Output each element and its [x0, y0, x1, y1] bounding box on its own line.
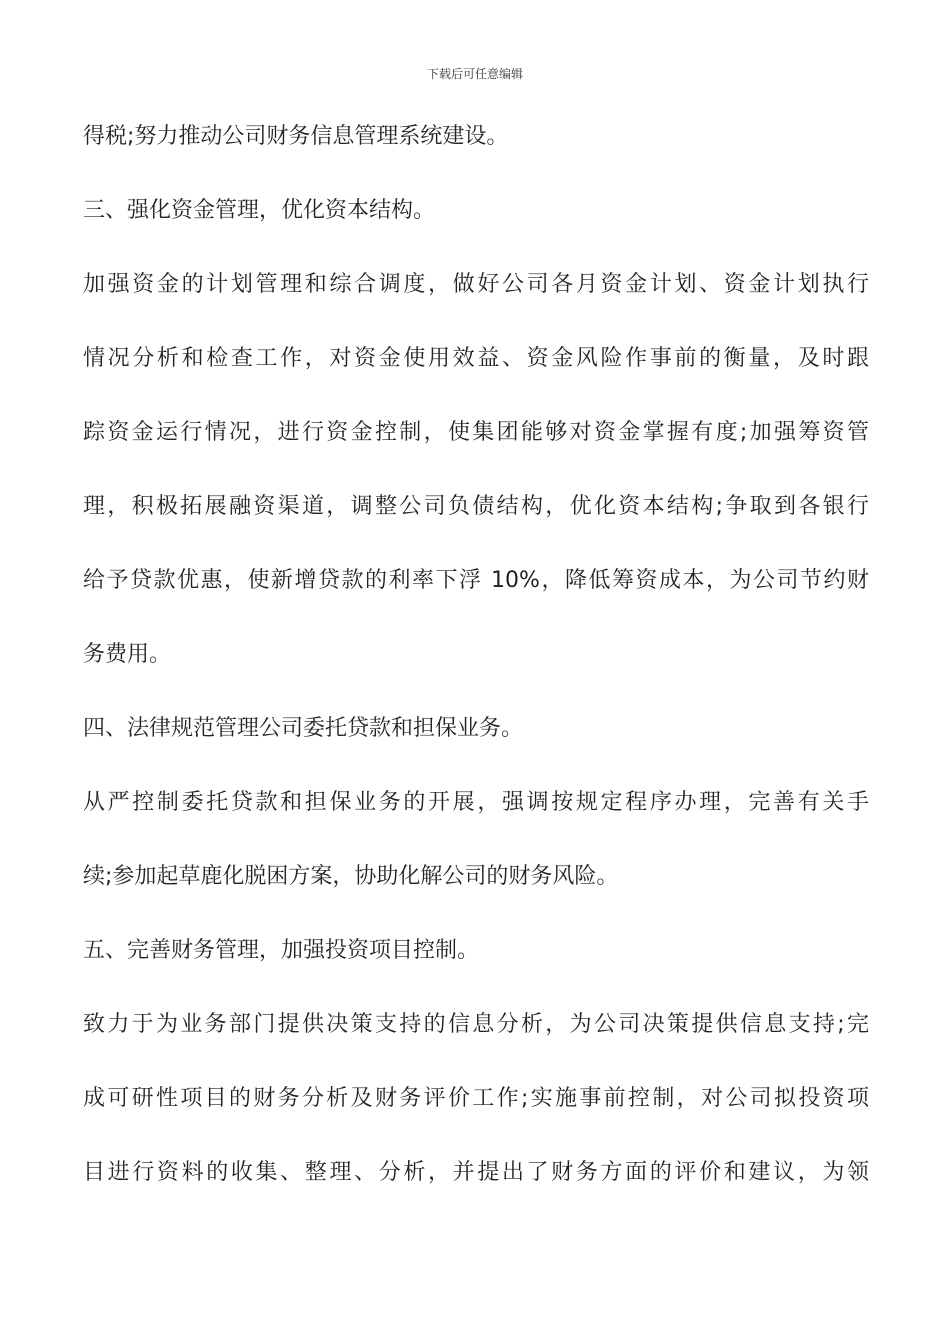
text-line: 成可研性项目的财务分析及财务评价工作;实施事前控制，对公司拟投资项	[83, 1086, 869, 1111]
text-line: 致力于为业务部门提供决策支持的信息分析，为公司决策提供信息支持;完	[83, 1012, 869, 1037]
text-line: 续;参加起草鹿化脱困方案，协助化解公司的财务风险。	[83, 864, 619, 889]
section-heading: 五、完善财务管理，加强投资项目控制。	[83, 938, 480, 963]
text-line: 目进行资料的收集、整理、分析，并提出了财务方面的评价和建议，为领	[83, 1160, 869, 1185]
text-line: 务费用。	[83, 642, 172, 667]
section-heading: 四、法律规范管理公司委托贷款和担保业务。	[83, 716, 524, 741]
text-line: 从严控制委托贷款和担保业务的开展，强调按规定程序办理，完善有关手	[83, 790, 869, 815]
document-body	[83, 117, 869, 1227]
page-header: 下载后可任意编辑	[426, 67, 523, 81]
text-line: 得税;努力推动公司财务信息管理系统建设。	[83, 124, 509, 149]
text-line: 情况分析和检查工作，对资金使用效益、资金风险作事前的衡量，及时跟	[83, 346, 869, 371]
section-heading: 三、强化资金管理，优化资本结构。	[83, 198, 436, 223]
text-line: 给予贷款优惠，使新增贷款的利率下浮 10%，降低筹资成本，为公司节约财	[83, 568, 869, 593]
text-line: 理，积极拓展融资渠道，调整公司负债结构，优化资本结构;争取到各银行	[83, 494, 869, 519]
text-line: 加强资金的计划管理和综合调度，做好公司各月资金计划、资金计划执行	[83, 272, 869, 297]
text-line: 踪资金运行情况，进行资金控制，使集团能够对资金掌握有度;加强筹资管	[83, 420, 869, 445]
